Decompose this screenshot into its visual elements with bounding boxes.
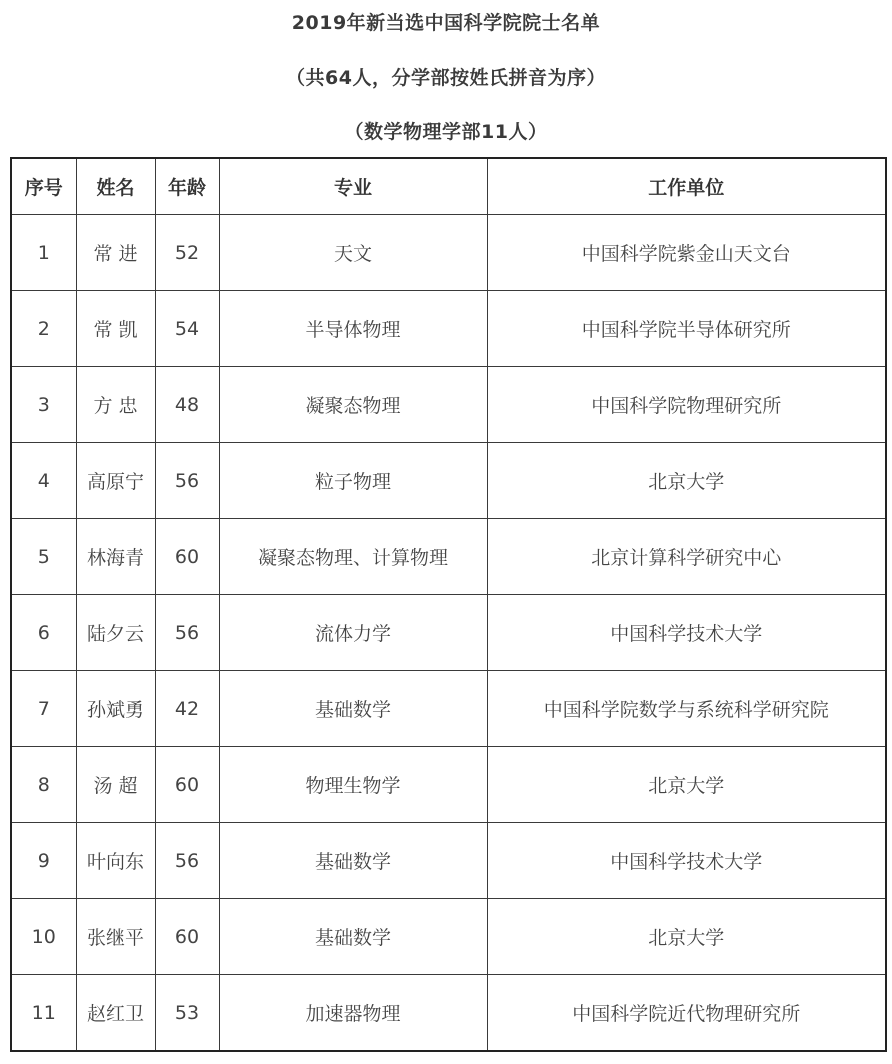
cell-name: 高原宁 (76, 443, 155, 519)
table-row (11, 519, 886, 595)
cell-index: 7 (11, 671, 76, 747)
table-row (11, 291, 886, 367)
column-header-major: 专业 (219, 158, 487, 215)
table-header-row (11, 158, 886, 215)
cell-index: 4 (11, 443, 76, 519)
cell-name: 方 忠 (76, 367, 155, 443)
column-header-index: 序号 (11, 158, 76, 215)
column-header-name: 姓名 (76, 158, 155, 215)
cell-unit: 中国科学技术大学 (487, 595, 886, 671)
cell-major: 基础数学 (219, 899, 487, 975)
cell-age: 54 (155, 291, 219, 367)
cell-name: 孙斌勇 (76, 671, 155, 747)
cell-name: 常 凯 (76, 291, 155, 367)
cell-age: 56 (155, 443, 219, 519)
table-row (11, 367, 886, 443)
cell-name: 张继平 (76, 899, 155, 975)
table-row (11, 747, 886, 823)
cell-major: 凝聚态物理、计算物理 (219, 519, 487, 595)
cell-name: 常 进 (76, 215, 155, 291)
cell-unit: 北京大学 (487, 899, 886, 975)
cell-major: 加速器物理 (219, 975, 487, 1052)
cell-index: 9 (11, 823, 76, 899)
cell-unit: 北京大学 (487, 443, 886, 519)
cell-age: 60 (155, 519, 219, 595)
table-row (11, 443, 886, 519)
cell-major: 物理生物学 (219, 747, 487, 823)
cell-major: 凝聚态物理 (219, 367, 487, 443)
cell-major: 基础数学 (219, 823, 487, 899)
cell-age: 56 (155, 823, 219, 899)
cell-age: 60 (155, 899, 219, 975)
cell-major: 流体力学 (219, 595, 487, 671)
cell-index: 6 (11, 595, 76, 671)
cell-major: 天文 (219, 215, 487, 291)
cell-major: 粒子物理 (219, 443, 487, 519)
cell-unit: 北京计算科学研究中心 (487, 519, 886, 595)
cell-name: 汤 超 (76, 747, 155, 823)
table-row (11, 595, 886, 671)
cell-index: 11 (11, 975, 76, 1052)
cell-unit: 中国科学技术大学 (487, 823, 886, 899)
table-row (11, 975, 886, 1052)
cell-unit: 北京大学 (487, 747, 886, 823)
table-row (11, 215, 886, 291)
table-row (11, 899, 886, 975)
cell-index: 3 (11, 367, 76, 443)
cell-name: 陆夕云 (76, 595, 155, 671)
section-title: （数学物理学部11人） (344, 121, 548, 143)
cell-age: 52 (155, 215, 219, 291)
cell-major: 基础数学 (219, 671, 487, 747)
cell-age: 42 (155, 671, 219, 747)
cell-index: 10 (11, 899, 76, 975)
cell-name: 赵红卫 (76, 975, 155, 1052)
cell-major: 半导体物理 (219, 291, 487, 367)
cell-unit: 中国科学院半导体研究所 (487, 291, 886, 367)
cell-index: 5 (11, 519, 76, 595)
cell-index: 2 (11, 291, 76, 367)
cell-age: 48 (155, 367, 219, 443)
column-header-age: 年龄 (155, 158, 219, 215)
table-row (11, 823, 886, 899)
cell-unit: 中国科学院数学与系统科学研究院 (487, 671, 886, 747)
cell-index: 8 (11, 747, 76, 823)
table-row (11, 671, 886, 747)
cell-age: 60 (155, 747, 219, 823)
cell-age: 56 (155, 595, 219, 671)
cell-name: 叶向东 (76, 823, 155, 899)
cell-unit: 中国科学院物理研究所 (487, 367, 886, 443)
page-subtitle: （共64人，分学部按姓氏拼音为序） (286, 67, 606, 89)
cell-index: 1 (11, 215, 76, 291)
cell-age: 53 (155, 975, 219, 1052)
cell-unit: 中国科学院近代物理研究所 (487, 975, 886, 1052)
cell-unit: 中国科学院紫金山天文台 (487, 215, 886, 291)
academician-table (10, 157, 887, 1052)
page-title: 2019年新当选中国科学院院士名单 (291, 12, 601, 34)
cell-name: 林海青 (76, 519, 155, 595)
column-header-unit: 工作单位 (487, 158, 886, 215)
